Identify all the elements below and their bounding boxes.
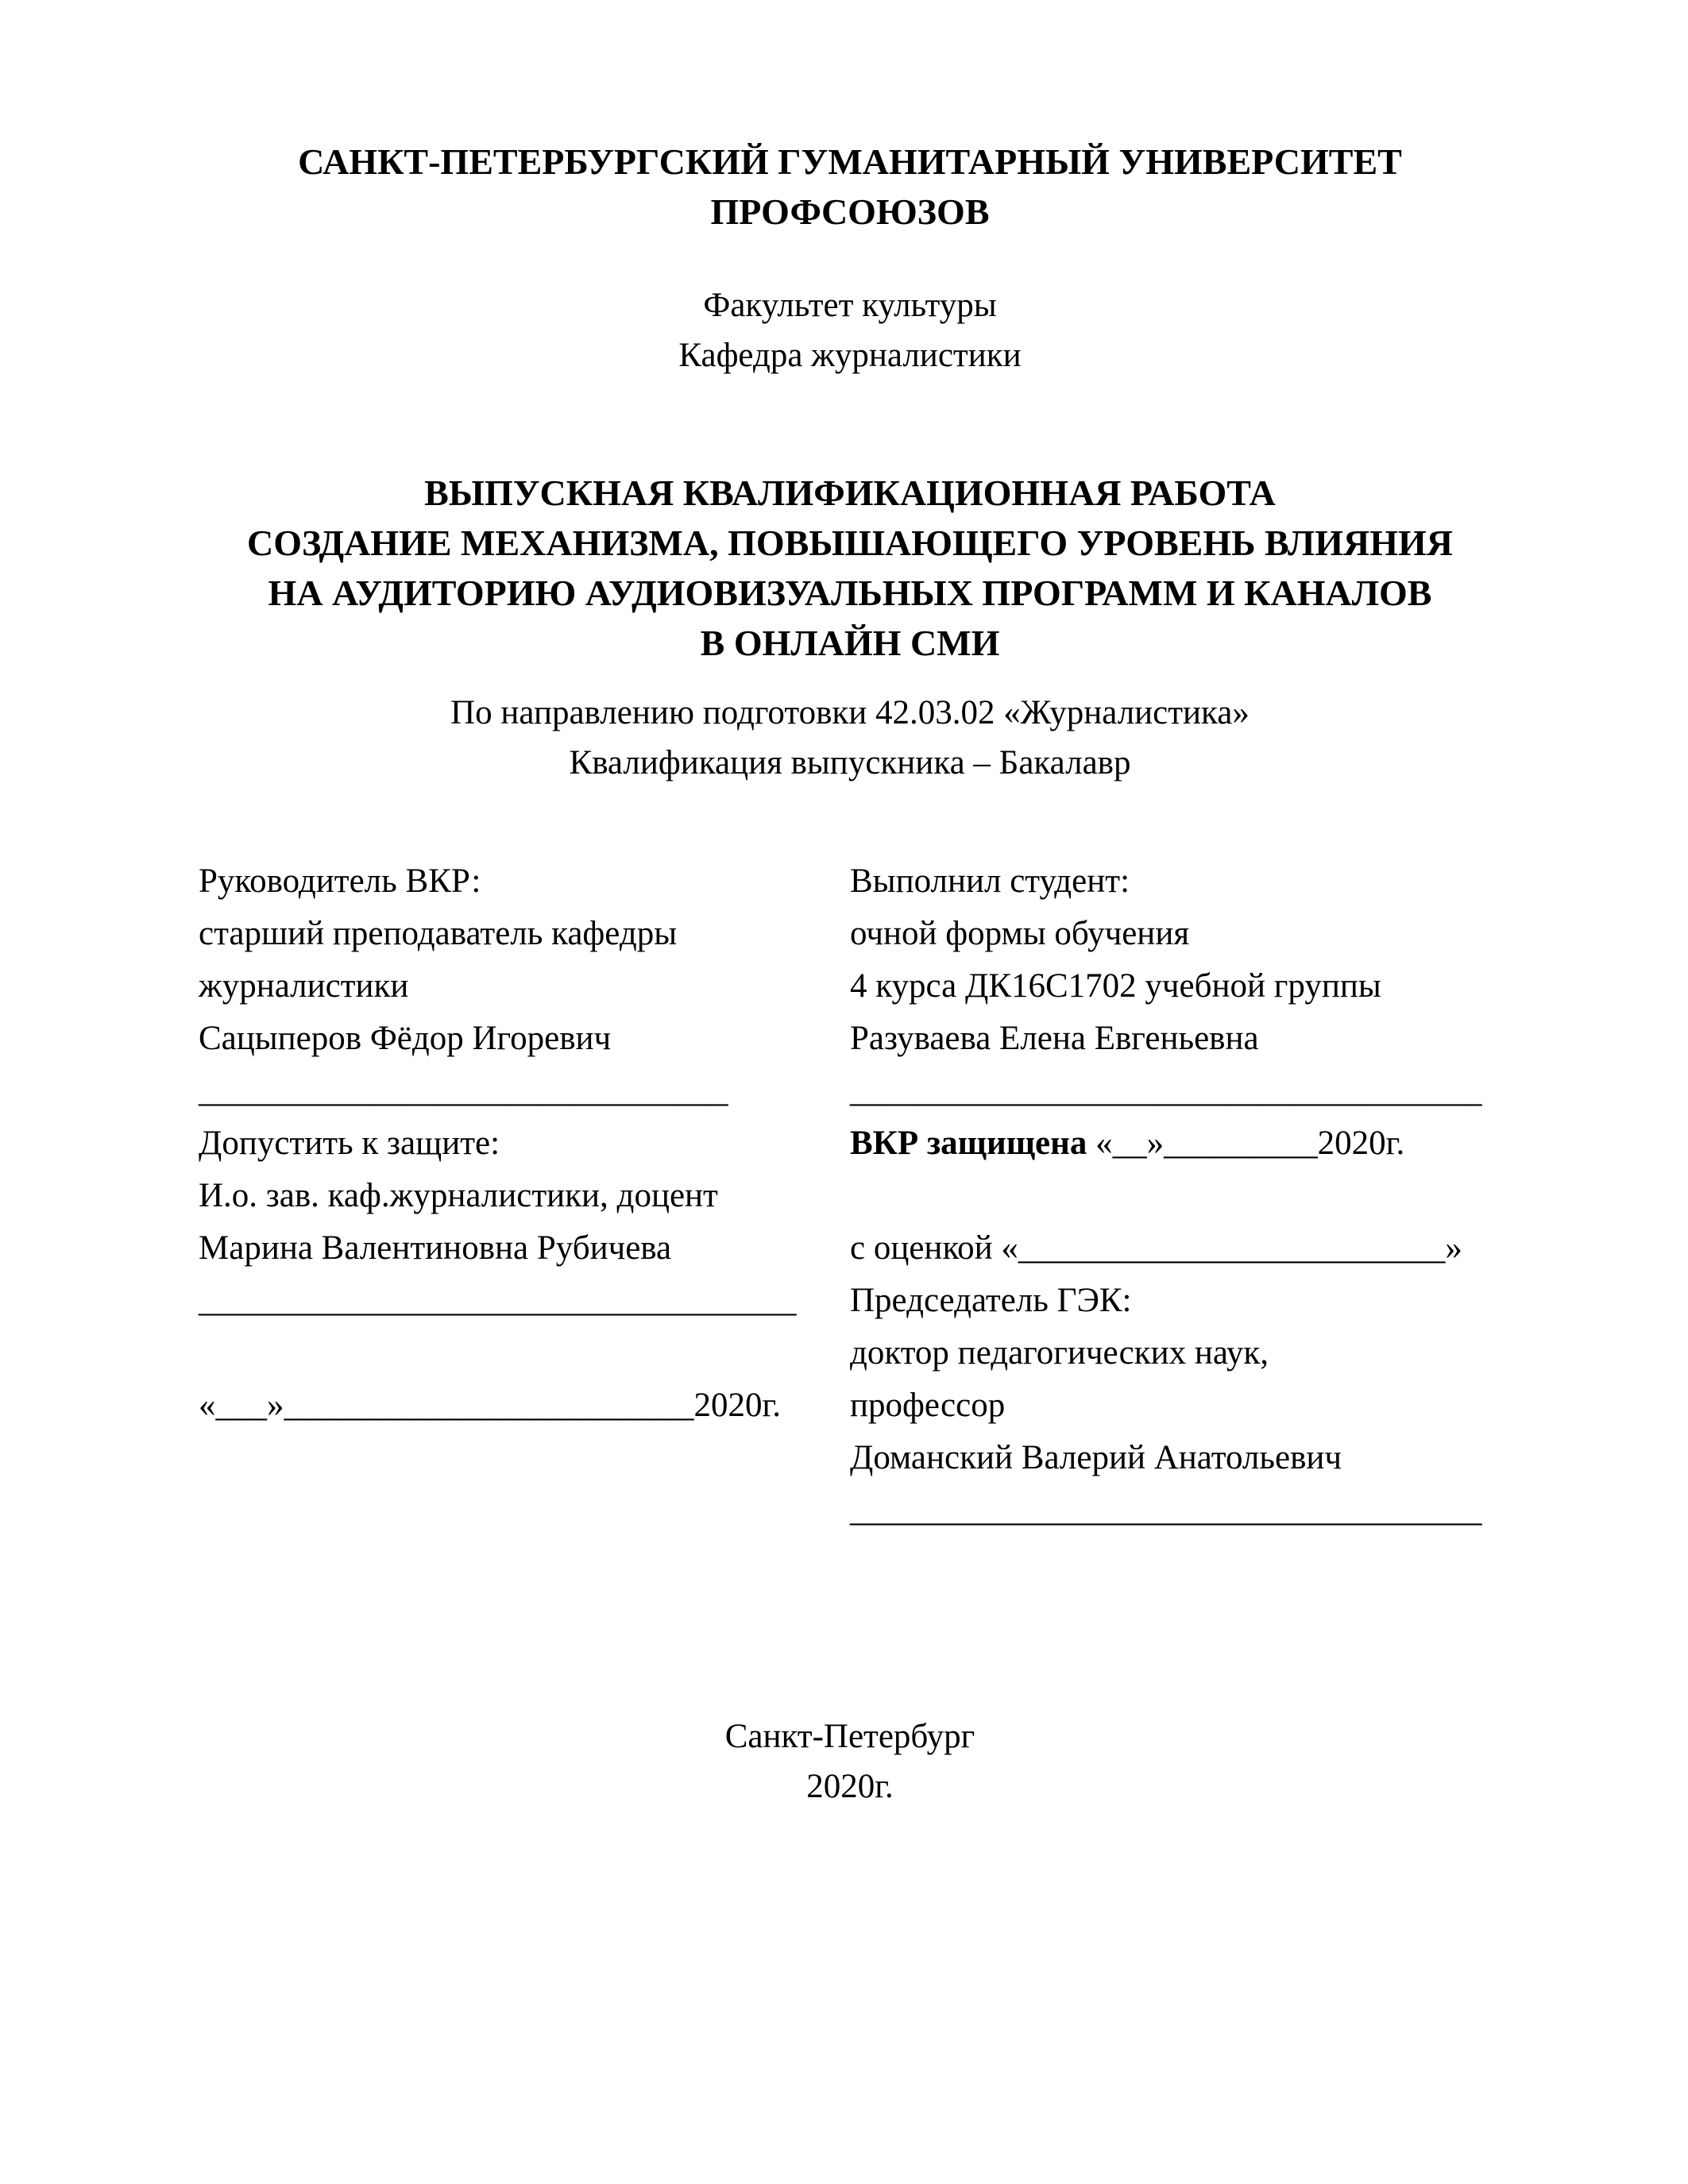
university-name-line2: ПРОФСОЮЗОВ — [710, 191, 990, 232]
footer-block — [199, 1711, 1501, 1812]
supervisor-name: Сацыперов Фёдор Игоревич — [199, 1020, 612, 1057]
signatures-section — [199, 855, 1501, 1537]
spacer — [199, 1327, 850, 1379]
defended-date: «__»_________2020г. — [1087, 1125, 1405, 1162]
student-label: Выполнил студент: — [850, 862, 1130, 900]
spacer — [850, 1170, 1501, 1222]
university-name — [199, 137, 1501, 237]
work-title-line1: СОЗДАНИЕ МЕХАНИЗМА, ПОВЫШАЮЩЕГО УРОВЕНЬ ВЛИЯНИЯ — [246, 523, 1454, 563]
chairman-name: Доманский Валерий Анатольевич — [850, 1439, 1342, 1476]
work-type: ВЫПУСКНАЯ КВАЛИФИКАЦИОННАЯ РАБОТА — [424, 473, 1276, 513]
admit-name: Марина Валентиновна Рубичева — [199, 1229, 672, 1267]
admit-signature-line: ___________________________________ — [199, 1282, 797, 1319]
student-signature-line: _____________________________________ — [850, 1072, 1482, 1109]
defended-label: ВКР защищена — [850, 1125, 1087, 1162]
admit-label: Допустить к защите: — [199, 1125, 500, 1162]
qualification: Квалификация выпускника – Бакалавр — [569, 744, 1131, 781]
chairman-label: Председатель ГЭК: — [850, 1282, 1132, 1319]
grade-line: с оценкой «_________________________» — [850, 1229, 1462, 1267]
student-column — [850, 855, 1501, 1537]
university-name-line1: САНКТ-ПЕТЕРБУРГСКИЙ ГУМАНИТАРНЫЙ УНИВЕРСИТЕТ — [298, 141, 1402, 182]
city: Санкт-Петербург — [724, 1718, 975, 1755]
supervisor-position-line2: журналистики — [199, 967, 409, 1005]
work-title-line3: В ОНЛАЙН СМИ — [700, 623, 1000, 663]
supervisor-label: Руководитель ВКР: — [199, 862, 481, 900]
supervisor-position-line1: старший преподаватель кафедры — [199, 915, 678, 952]
supervisor-signature-line: _______________________________ — [199, 1072, 728, 1109]
faculty-department-block — [199, 280, 1501, 380]
chairman-degree-line1: доктор педагогических наук, — [850, 1334, 1269, 1372]
defended-line — [850, 1117, 1501, 1170]
work-title-block — [199, 468, 1501, 668]
student-form: очной формы обучения — [850, 915, 1190, 952]
year: 2020г. — [806, 1768, 894, 1805]
student-name: Разуваева Елена Евгеньевна — [850, 1020, 1259, 1057]
student-group: 4 курса ДК16С1702 учебной группы — [850, 967, 1381, 1005]
chairman-degree-line2: профессор — [850, 1387, 1006, 1424]
chairman-signature-line: _____________________________________ — [850, 1491, 1482, 1529]
program-info-block — [199, 688, 1501, 788]
department-name: Кафедра журналистики — [678, 337, 1022, 374]
direction-of-study: По направлению подготовки 42.03.02 «Журналистика» — [450, 694, 1250, 731]
work-title-line2: НА АУДИТОРИЮ АУДИОВИЗУАЛЬНЫХ ПРОГРАММ И КАНАЛОВ — [268, 573, 1432, 613]
faculty-name: Факультет культуры — [703, 287, 997, 324]
admit-date-line: «___»________________________2020г. — [199, 1387, 782, 1424]
admit-position: И.о. зав. каф.журналистики, доцент — [199, 1177, 718, 1214]
supervisor-column — [199, 855, 850, 1537]
